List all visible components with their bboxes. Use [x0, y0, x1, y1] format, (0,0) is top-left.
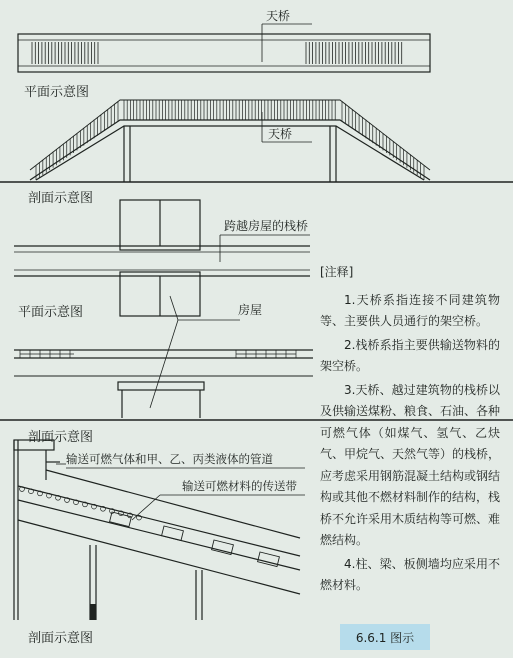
plan-view-footbridge: [18, 24, 430, 72]
section-view-conveyor: [14, 440, 305, 620]
notes-panel: [320, 262, 500, 599]
note-item: 3.天桥、越过建筑物的栈桥以及供输送煤粉、粮食、石油、各种可燃气体（如煤气、氢气、乙炔气、甲烷气、天然气等）的栈桥，应考虑采用钢筋混凝土结构或钢结构或其他不燃材料制作的结构，栈桥不允许采用木质结构等可燃、难燃结构。: [320, 382, 501, 547]
label-pipeline: 输送可燃气体和甲、乙、丙类液体的管道: [66, 452, 273, 466]
section-view-footbridge: [0, 100, 513, 182]
figure-label-badge: 6.6.1 图示: [340, 624, 430, 650]
label-section-1: 剖面示意图: [28, 191, 94, 206]
label-section-3: 剖面示意图: [28, 631, 94, 646]
label-bridge-mid: 天桥: [268, 127, 293, 141]
note-item: 4.柱、梁、板侧墙均应采用不燃材料。: [320, 556, 500, 592]
plan-view-trestle: [14, 200, 310, 316]
label-trestle: 跨越房屋的栈桥: [224, 219, 309, 233]
note-item: 2.栈桥系指主要供输送物料的架空桥。: [320, 337, 500, 373]
label-bridge-top: 天桥: [266, 9, 291, 23]
label-plan-1: 平面示意图: [24, 85, 90, 100]
notes-header: [注释]: [320, 265, 354, 279]
label-conveyor: 输送可燃材料的传送带: [182, 479, 297, 493]
label-house: 房屋: [238, 303, 263, 317]
label-plan-2: 平面示意图: [18, 305, 84, 320]
note-item: 1.天桥系指连接不同建筑物等、主要供人员通行的架空桥。: [320, 292, 500, 328]
label-section-2: 剖面示意图: [28, 430, 94, 445]
